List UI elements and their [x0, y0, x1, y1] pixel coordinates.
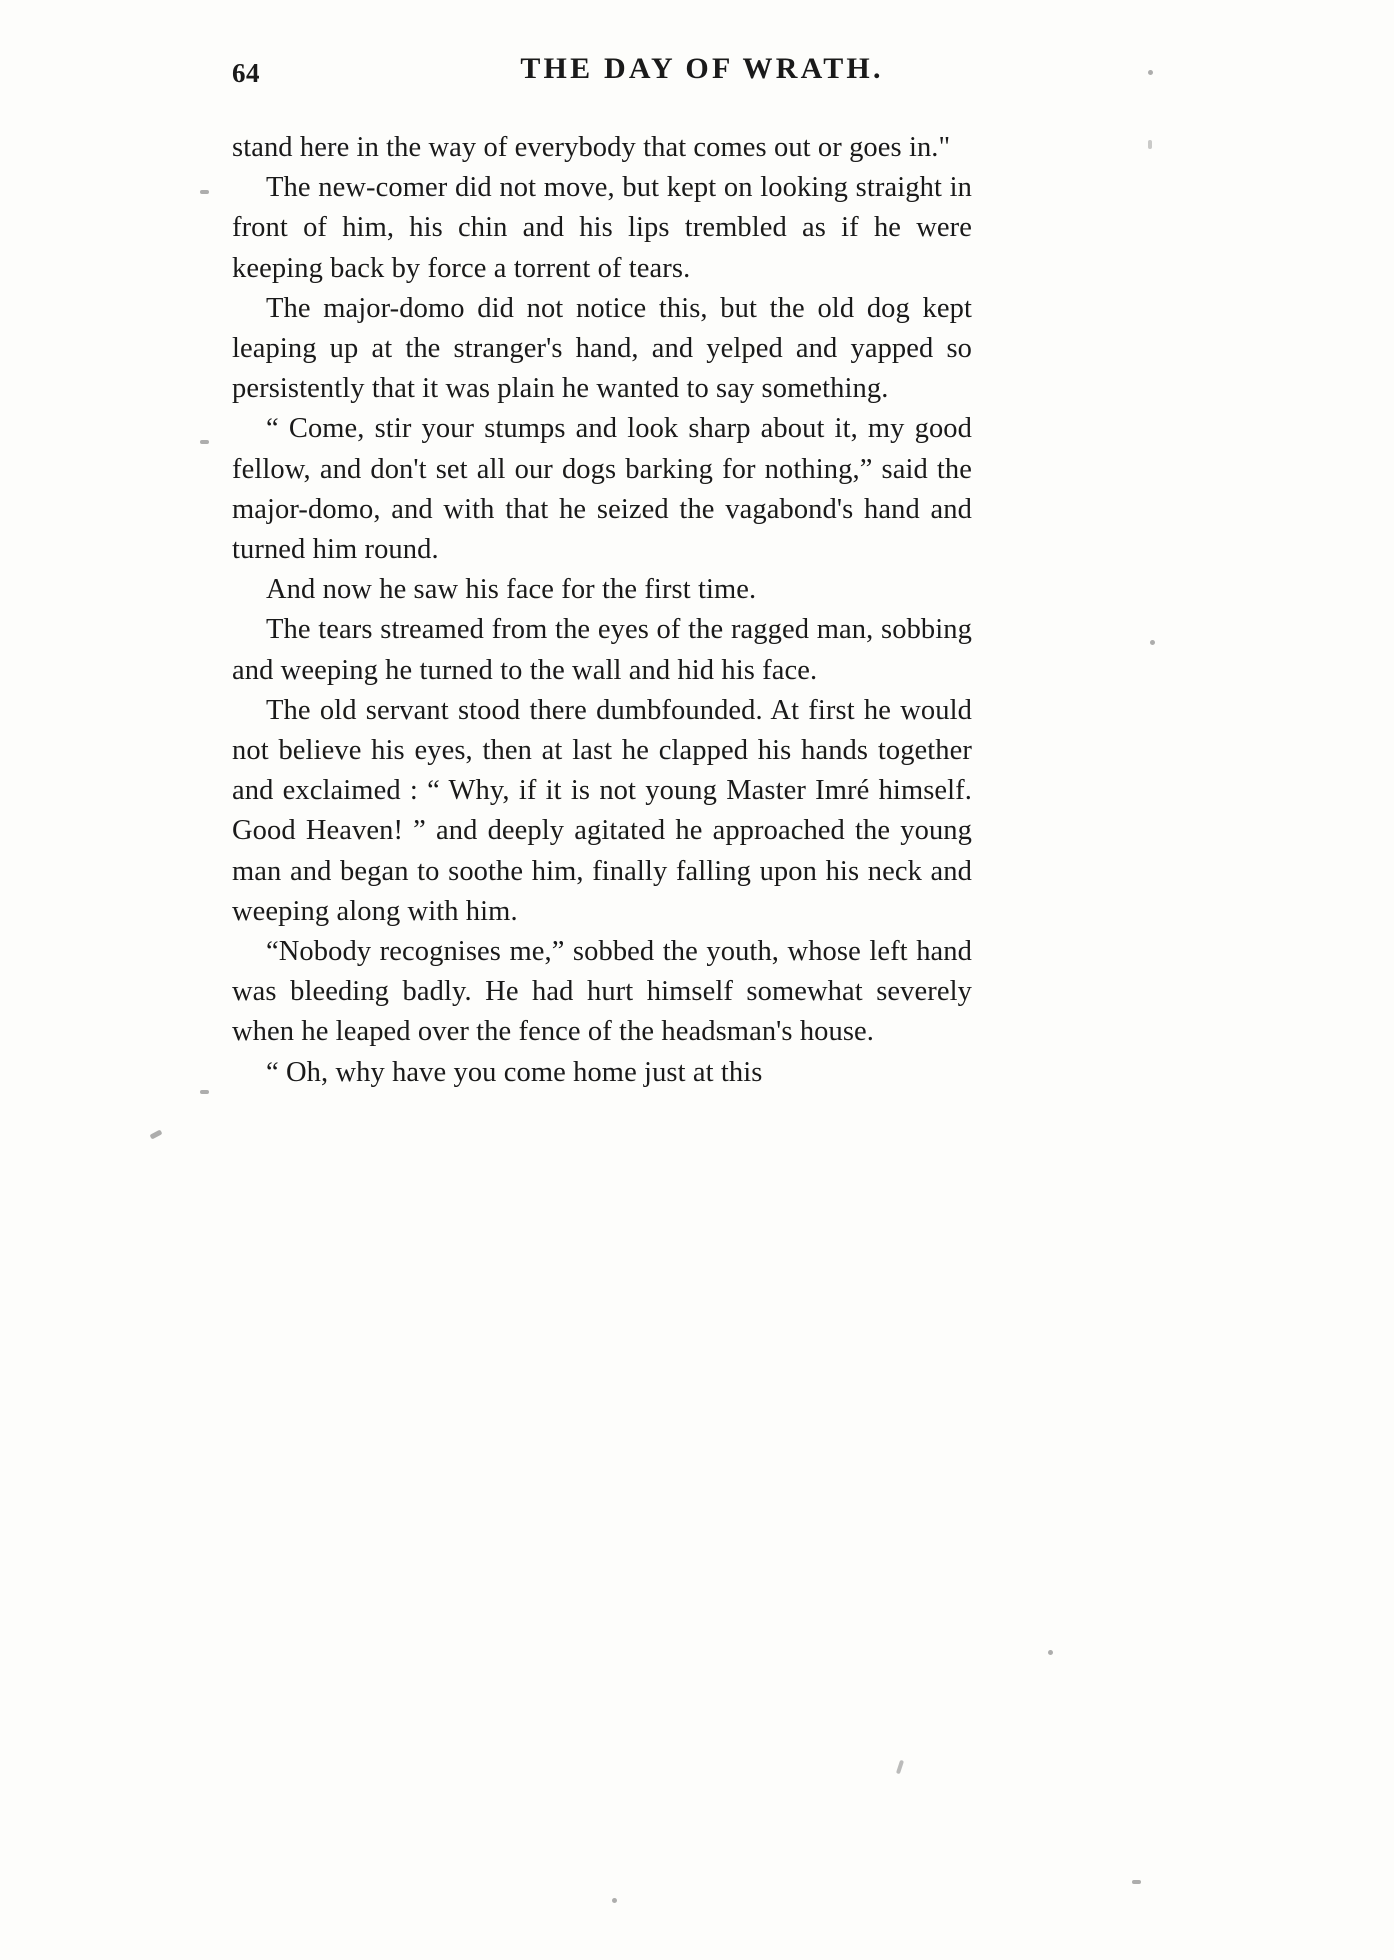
- scan-speck: [1148, 140, 1152, 149]
- scan-speck: [150, 1129, 163, 1139]
- scan-speck: [200, 440, 209, 444]
- scan-speck: [200, 190, 209, 194]
- paragraph: The new-comer did not move, but kept on looking straight in front of him, his chin and his lips trembled as if he were keeping back by force a torrent of tears.: [232, 172, 972, 284]
- paragraph: stand here in the way of everybody that comes out or goes in.": [232, 132, 951, 163]
- paragraph: The major-domo did not notice this, but the old dog kept leaping up at the stranger's hand, and yelped and yapped so persistently that it was plain he wanted to say something.: [232, 292, 972, 405]
- running-title: THE DAY OF WRATH.: [520, 52, 884, 85]
- paragraph: “ Oh, why have you come home just at this: [266, 1056, 763, 1088]
- page-number: 64: [232, 58, 260, 88]
- paragraph: And now he saw his face for the first time.: [266, 574, 757, 606]
- scan-speck: [1150, 640, 1155, 645]
- paragraph: “ Come, stir your stumps and look sharp about it, my good fellow, and don't set all our dogs barking for nothing,” said the major-domo, and with that he seized the vagabond's hand and turned him round.: [232, 413, 972, 566]
- scan-speck: [1148, 70, 1153, 75]
- paragraph: “Nobody recognises me,” sobbed the youth, whose left hand was bleeding badly. He had hurt himself somewhat severely when he leaped over the fence of the headsman's house.: [232, 936, 972, 1048]
- page-header: [232, 52, 1172, 96]
- paragraph: The old servant stood there dumbfounded. At first he would not believe his eyes, then at last he clapped his hands together and exclaimed : “ Why, if it is not young Master Imré himself. Good Heaven! ” and deeply agitated he approached the young man and began to soothe him, finally falling upon his neck and weeping along with him.: [232, 694, 972, 927]
- scan-speck: [896, 1760, 904, 1775]
- scan-speck: [1048, 1650, 1053, 1655]
- body-text: [232, 128, 972, 1093]
- paragraph: The tears streamed from the eyes of the ragged man, sobbing and weeping he turned to the wall and hid his face.: [232, 614, 972, 686]
- scan-speck: [200, 1090, 209, 1094]
- scan-speck: [612, 1898, 617, 1903]
- scan-speck: [1132, 1880, 1141, 1884]
